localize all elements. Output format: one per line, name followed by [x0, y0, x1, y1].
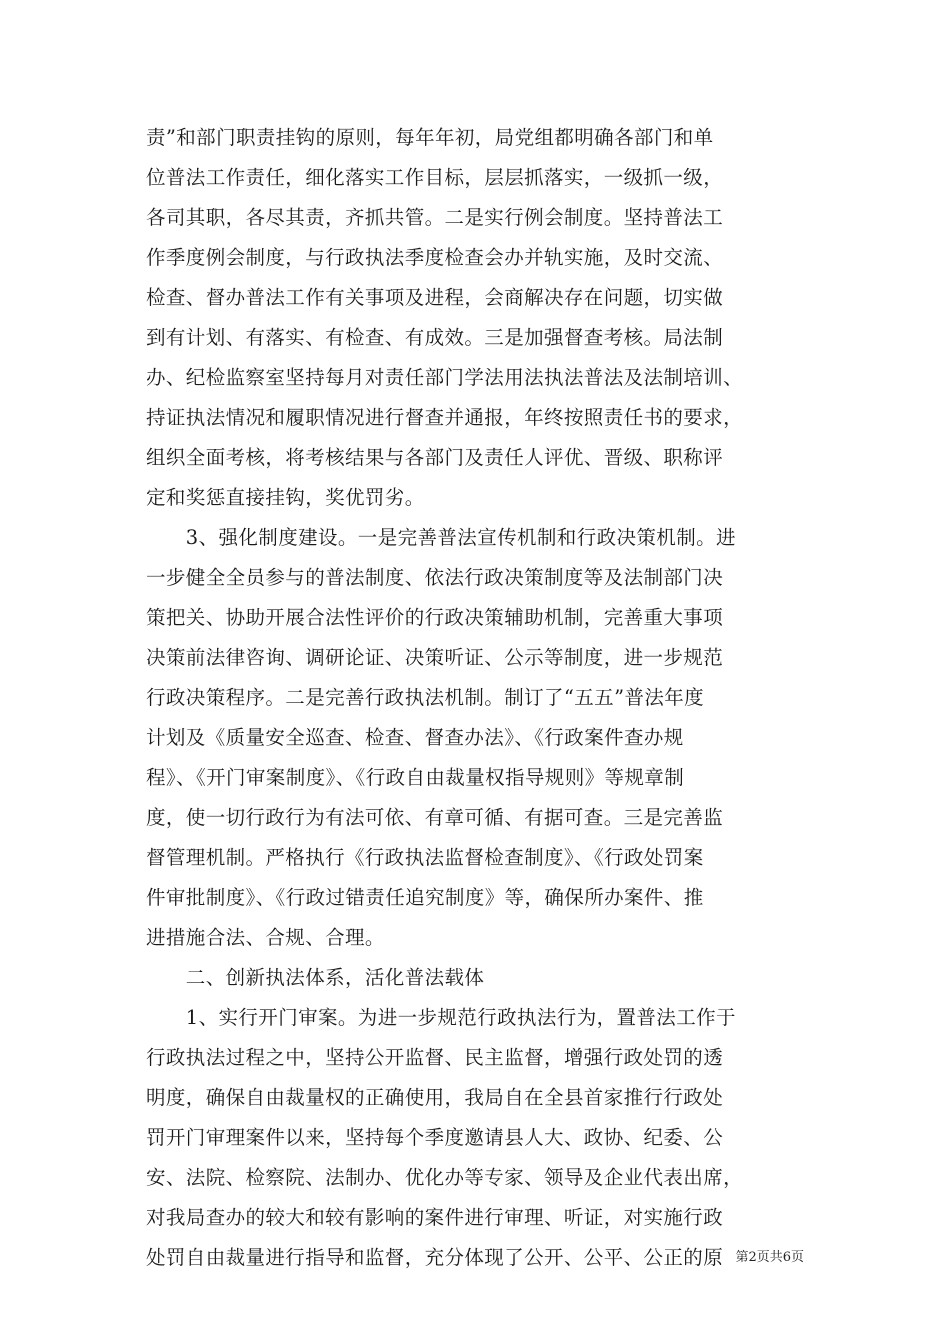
- text-line: 行政决策程序。二是完善行政执法机制。制订了“五五”普法年度: [146, 686, 705, 709]
- text-line: 作季度例会制度，与行政执法季度检查会办并轨实施，及时交流、: [146, 246, 724, 269]
- text-line: 决策前法律咨询、调研论证、决策听证、公示等制度，进一步规范: [146, 646, 724, 669]
- text-line: 件审批制度》、《行政过错责任追究制度》等，确保所办案件、推: [146, 886, 704, 909]
- body-text: [146, 118, 806, 1278]
- text-line: 督管理机制。严格执行《行政执法监督检查制度》、《行政处罚案: [146, 846, 704, 869]
- text-line: 到有计划、有落实、有检查、有成效。三是加强督查考核。局法制: [146, 326, 724, 349]
- text-line: 策把关、协助开展合法性评价的行政决策辅助机制，完善重大事项: [146, 606, 724, 629]
- text-line: 计划及《质量安全巡查、检查、督查办法》、《行政案件查办规: [146, 726, 684, 749]
- text-line: 持证执法情况和履职情况进行督查并通报，年终按照责任书的要求，: [146, 406, 744, 429]
- page-number-footer: 第2页共6页: [735, 1250, 804, 1265]
- text-line: 罚开门审理案件以来，坚持每个季度邀请县人大、政协、纪委、公: [146, 1126, 724, 1149]
- text-line: 明度，确保自由裁量权的正确使用，我局自在全县首家推行行政处: [146, 1086, 724, 1109]
- text-line: 处罚自由裁量进行指导和监督，充分体现了公开、公平、公正的原: [146, 1246, 724, 1269]
- text-line: 对我局查办的较大和较有影响的案件进行审理、听证，对实施行政: [146, 1206, 724, 1229]
- text-line: 责”和部门职责挂钩的原则，每年年初，局党组都明确各部门和单: [146, 126, 714, 149]
- text-line: 办、纪检监察室坚持每月对责任部门学法用法执法普法及法制培训、: [146, 366, 744, 389]
- text-line: 度，使一切行政行为有法可依、有章可循、有据可查。三是完善监: [146, 806, 724, 829]
- text-line: 定和奖惩直接挂钩，奖优罚劣。: [146, 486, 425, 509]
- section-heading: 二、创新执法体系，活化普法载体: [146, 966, 485, 989]
- text-line: 位普法工作责任，细化落实工作目标，层层抓落实，一级抓一级，: [146, 166, 724, 189]
- text-line: 进措施合法、合规、合理。: [146, 926, 385, 949]
- text-line: 一步健全全员参与的普法制度、依法行政决策制度等及法制部门决: [146, 566, 724, 589]
- text-line: 组织全面考核，将考核结果与各部门及责任人评优、晋级、职称评: [146, 446, 724, 469]
- text-line: 1、实行开门审案。为进一步规范行政执法行为，置普法工作于: [146, 1006, 736, 1029]
- text-line: 3、强化制度建设。一是完善普法宣传机制和行政决策机制。进: [146, 526, 736, 549]
- text-line: 程》、《开门审案制度》、《行政自由裁量权指导规则》等规章制: [146, 766, 685, 789]
- text-line: 行政执法过程之中，坚持公开监督、民主监督，增强行政处罚的透: [146, 1046, 724, 1069]
- text-line: 检查、督办普法工作有关事项及进程，会商解决存在问题，切实做: [146, 286, 724, 309]
- text-line: 安、法院、检察院、法制办、优化办等专家、领导及企业代表出席，: [146, 1166, 744, 1189]
- text-line: 各司其职，各尽其责，齐抓共管。二是实行例会制度。坚持普法工: [146, 206, 724, 229]
